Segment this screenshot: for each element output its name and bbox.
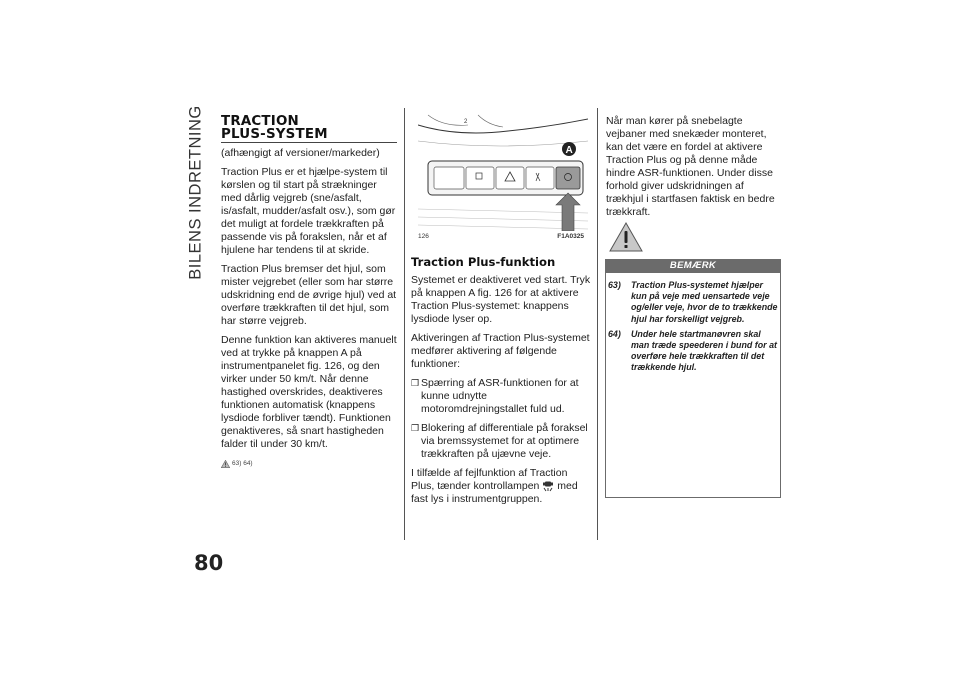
warning-triangle-icon — [221, 460, 230, 468]
list-item — [411, 377, 591, 416]
paragraph: Traction Plus er et hjælpe-system til kørslen og til start på strækninger med dårlig vejgreb (sne/asfalt, is/asfalt, mudder/asfalt osv.), som gør det muligt at fordele trækkraften på passende vis på forakslen, når et af hjulene har tendens til at skride. — [221, 166, 396, 256]
figure-caption — [418, 233, 588, 243]
paragraph: (afhængigt af versioner/markeder) — [221, 147, 380, 159]
chapter-title: BILENS INDRETNING — [186, 105, 205, 280]
note-item — [608, 280, 778, 325]
reference-numbers: 63) 64) — [232, 460, 253, 467]
list-item — [411, 422, 591, 461]
paragraph: Når man kører på snebelagte vejbaner med snekæder monteret, kan det være en fordel at aktivere Traction Plus og på denne måde hindre ASR-funktionen. Under disse forhold giver udskridningen af trækhjul i startfasen faktisk en bedre trækkraft. — [606, 115, 775, 218]
section-title-line1: TRACTION — [221, 114, 299, 129]
title-rule — [221, 142, 397, 143]
dial-number: 2 — [464, 119, 468, 125]
list-item-text: Blokering af differentiale på foraksel via bremssystemet for at optimere trækkraften på ujævne veje. — [421, 422, 588, 460]
column-traction-plus-intro — [221, 115, 397, 470]
subsection-title: Traction Plus-funktion — [411, 255, 556, 269]
dashboard-illustration — [418, 113, 588, 231]
text-segment: I tilfælde af fejlfunktion af Traction Plus, tænder kontrollampen — [411, 467, 568, 492]
section-title-line2: PLUS-SYSTEM — [221, 127, 328, 142]
warning-references[interactable] — [221, 457, 397, 470]
figure-126-dashboard-buttons — [418, 113, 588, 231]
notice-box — [605, 273, 781, 498]
list-item-text: Spærring af ASR-funktionen for at kunne udnytte motoromdrejningstallet fuld ud. — [421, 377, 579, 415]
notice-title-bar: BEMÆRK — [605, 259, 781, 273]
column-traction-plus-function — [411, 256, 591, 512]
figure-number: 126 — [418, 233, 429, 240]
paragraph-malfunction — [411, 467, 591, 506]
paragraph: Traction Plus bremser det hjul, som mister vejgrebet (eller som har større udskridning end de øvrige hjul) ved at overføre trækkraften til det hjul, som har større vejgreb. — [221, 263, 397, 327]
warning-triangle-icon — [609, 222, 643, 252]
note-item — [608, 329, 778, 374]
page-number: 80 — [194, 551, 224, 575]
column-divider — [404, 108, 405, 540]
paragraph: Aktiveringen af Traction Plus-systemet medfører aktivering af følgende funktioner: — [411, 332, 590, 370]
checkbox-bullet-icon: ❒ — [411, 423, 420, 433]
paragraph: Denne funktion kan aktiveres manuelt ved at trykke på knappen A på instrumentpanelet fig. 126, og den virker under 50 km/t. Når denne hastighed overskrides, deaktiveres funktionen automatisk (knappens lysdiode forbliver tændt). Funktionen genaktiveres, så snart hastigheden falder til under 30 km/t. — [221, 334, 397, 450]
text-segment: med fast lys i instrumentgruppen. — [411, 480, 578, 505]
column-snow-chains — [606, 115, 782, 225]
note-text: Traction Plus-systemet hjælper kun på veje med uensartede veje og/eller veje, hvor de to trækkende hjul har forskelligt vejgreb. — [631, 280, 778, 324]
callout-label: A — [565, 145, 573, 156]
paragraph: Systemet er deaktiveret ved start. Tryk på knappen A fig. 126 for at aktivere Traction Plus-systemet: knappens lysdiode lyser op. — [411, 274, 591, 325]
chapter-side-tab — [180, 95, 212, 290]
traction-warning-lamp-icon — [542, 481, 554, 492]
figure-code: F1A0325 — [557, 233, 584, 240]
note-number: 63) — [608, 280, 621, 290]
note-text: Under hele startmanøvren skal man træde speederen i bund for at overføre hele trækkraften til det trækkende hjul. — [631, 328, 777, 373]
checkbox-bullet-icon: ❒ — [411, 378, 420, 388]
note-number: 64) — [608, 328, 621, 339]
column-divider — [597, 108, 598, 540]
